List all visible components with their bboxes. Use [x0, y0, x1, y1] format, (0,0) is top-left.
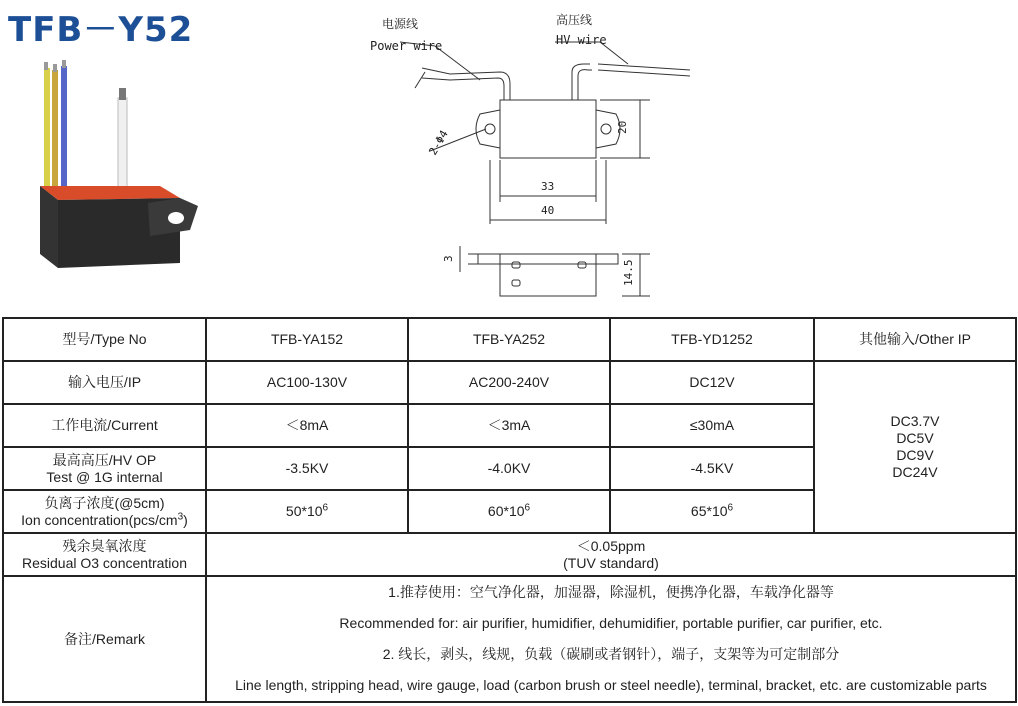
other-ip-item: DC3.7V — [890, 413, 940, 429]
remark-label: 备注/Remark — [3, 576, 206, 702]
dim-inner: 33 — [541, 180, 555, 193]
remark-line: 2. 线长，剥头，线规，负载（碳刷或者钢针），端子，支架等为可定制部分 — [382, 646, 840, 662]
other-ip-item: DC9V — [896, 447, 934, 463]
hv-label-en: Test @ 1G internal — [46, 468, 163, 485]
model-1: TFB-YA152 — [206, 318, 408, 361]
other-ip-list — [814, 361, 1016, 533]
model-3: TFB-YD1252 — [610, 318, 814, 361]
remark-line: Line length, stripping head, wire gauge, load (carbon brush or steel needle), terminal, bracket, etc. are customizable parts — [235, 677, 987, 693]
other-ip-item: DC24V — [892, 464, 938, 480]
table-row-voltage — [3, 361, 1016, 404]
product-photo — [30, 58, 210, 273]
ozone-label-en: Residual O3 concentration — [22, 554, 187, 571]
product-title: TFB－Y52 — [8, 10, 194, 50]
ion-label — [3, 490, 206, 533]
dim-depth: 14.5 — [622, 259, 635, 286]
ozone-value — [206, 533, 1016, 576]
hv-2: -4.0KV — [408, 447, 610, 490]
ozone-standard: (TUV standard) — [563, 554, 659, 571]
hole-label: 2-Φ4 — [426, 128, 451, 158]
ozone-ppm: ＜0.05ppm — [576, 537, 646, 554]
spec-table — [2, 317, 1017, 703]
ion-2: $60*10^6$ — [408, 490, 610, 533]
remark-line: 1.推荐使用：空气净化器，加湿器，除湿机，便携净化器，车载净化器等 — [388, 584, 834, 600]
table-row-ozone — [3, 533, 1016, 576]
hv-3: -4.5KV — [610, 447, 814, 490]
voltage-1: AC100-130V — [206, 361, 408, 404]
power-wire-en: Power wire — [370, 39, 443, 53]
ion-label-en: Ion $concentration(pcs/cm^3)$ — [21, 510, 188, 528]
hv-label-cn: 最高高压/HV OP — [52, 451, 157, 468]
dim-height: 20 — [616, 120, 629, 134]
current-1: ＜8mA — [206, 404, 408, 447]
ozone-label — [3, 533, 206, 576]
other-ip-header: 其他输入/Other IP — [814, 318, 1016, 361]
dim-outer: 40 — [541, 204, 555, 217]
blue-wire — [61, 66, 67, 194]
hv-1: -3.5KV — [206, 447, 408, 490]
current-3: ≤30mA — [610, 404, 814, 447]
other-ip-item: DC5V — [896, 430, 934, 446]
yellow-wire — [44, 68, 50, 193]
type-label: 型号/Type No — [3, 318, 206, 361]
remark-content — [206, 576, 1016, 702]
table-row-remark — [3, 576, 1016, 702]
current-2: ＜3mA — [408, 404, 610, 447]
voltage-label: 输入电压/IP — [3, 361, 206, 404]
table-row-type — [3, 318, 1016, 361]
remark-line: Recommended for: air purifier, humidifier, dehumidifier, portable purifier, car purifier, etc. — [339, 615, 883, 631]
dimension-drawing — [360, 6, 720, 301]
ion-1: $50*10^6$ — [206, 490, 408, 533]
ion-label-cn: 负离子浓度(@5cm) — [44, 494, 165, 511]
voltage-3: DC12V — [610, 361, 814, 404]
hv-label — [3, 447, 206, 490]
hv-wire-en: HV wire — [556, 33, 607, 47]
voltage-2: AC200-240V — [408, 361, 610, 404]
ion-3: $65*10^6$ — [610, 490, 814, 533]
current-label: 工作电流/Current — [3, 404, 206, 447]
model-2: TFB-YA252 — [408, 318, 610, 361]
dim-thickness: 3 — [442, 255, 455, 262]
hv-wire-cn: 高压线 — [556, 13, 593, 27]
ozone-label-cn: 残余臭氧浓度 — [62, 537, 147, 554]
power-wire-cn: 电源线 — [382, 17, 419, 31]
